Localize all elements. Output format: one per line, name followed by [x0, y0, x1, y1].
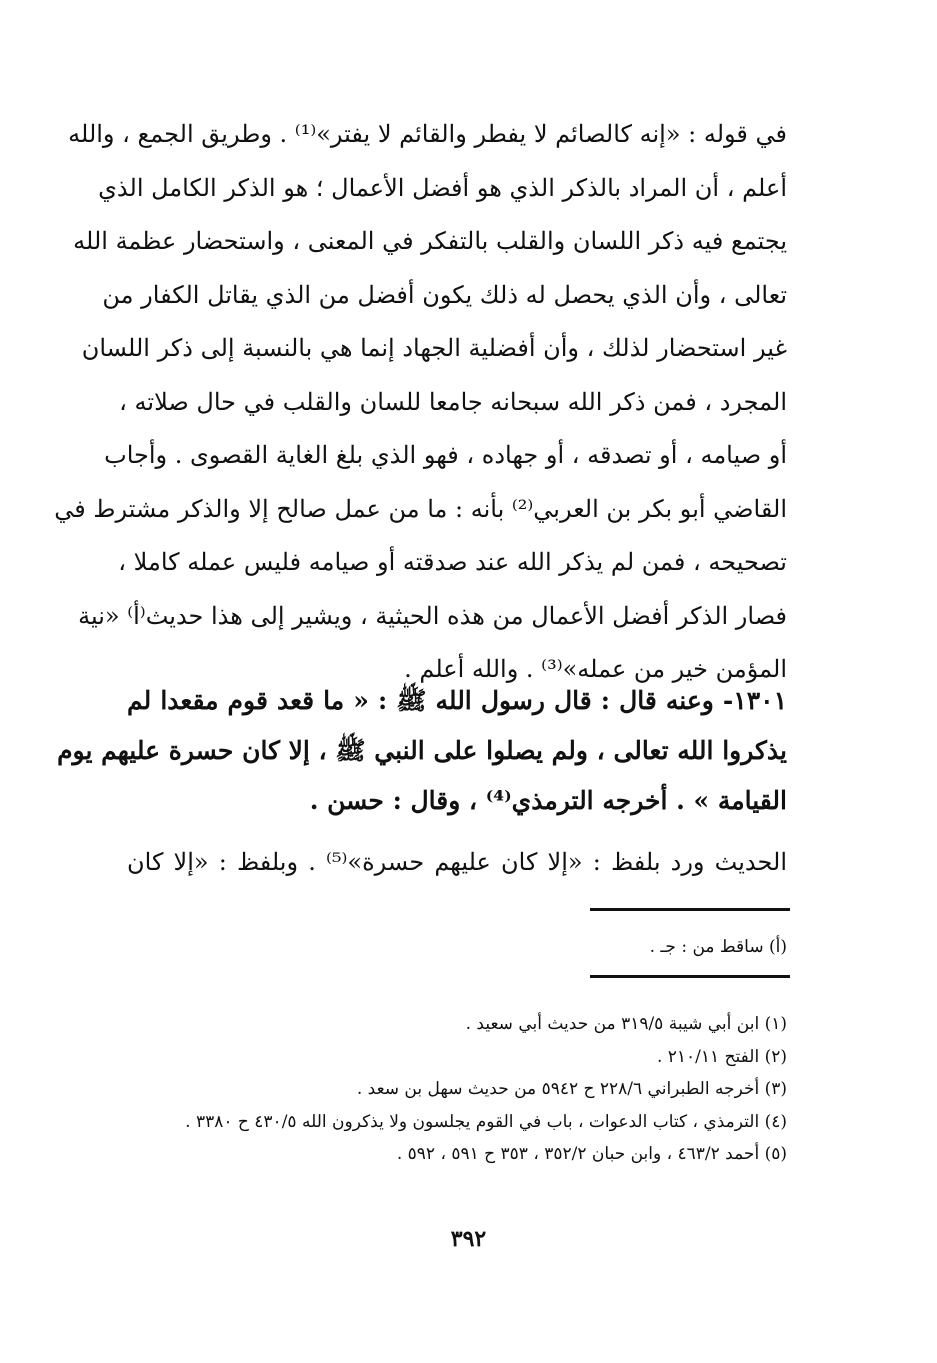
text-line: غير استحضار لذلك ، وأن أفضلية الجهاد إنما هي بالنسبة إلى ذكر اللسان: [81, 334, 787, 362]
hadith-line: القيامة » . أخرجه الترمذي⁽⁴⁾ ، وقال : حسن .: [309, 786, 787, 815]
text-line: أعلم ، أن المراد بالذكر الذي هو أفضل الأعمال ؛ هو الذكر الكامل الذي: [98, 173, 787, 202]
text-line: تصحيحه ، فمن لم يذكر الله عند صدقته أو صيامه فليس عمله كاملا ،: [118, 548, 787, 576]
commentary-line: الحديث ورد بلفظ : «إلا كان عليهم حسرة»⁽⁵⁾ . وبلفظ : «إلا كان: [127, 848, 787, 876]
page-number: ٣٩٢: [450, 1226, 487, 1252]
text-line: يجتمع فيه ذكر اللسان والقلب بالتفكر في المعنى ، واستحضار عظمة الله: [73, 227, 787, 255]
hadith-line: ١٣٠١- وعنه قال : قال رسول الله ﷺ : « ما قعد قوم مقعدا لم: [127, 686, 787, 715]
footnote: (٤) الترمذي ، كتاب الدعوات ، باب في القوم يجلسون ولا يذكرون الله ٤٣٠/٥ ح ٣٣٨٠ .: [185, 1111, 787, 1132]
text-line: فصار الذكر أفضل الأعمال من هذه الحيثية ، ويشير إلى هذا حديث⁽أ⁾ «نية: [78, 601, 787, 630]
footnote: (٥) أحمد ٤٦٣/٢ ، وابن حبان ٣٥٢/٢ ، ٣٥٣ ح ٥٩١ ، ٥٩٢ .: [396, 1144, 787, 1164]
text-line: القاضي أبو بكر بن العربي⁽²⁾ بأنه : ما من عمل صالح إلا والذكر مشترط في: [54, 494, 787, 523]
text-line: في قوله : «إنه كالصائم لا يفطر والقائم لا يفتر»⁽¹⁾ . وطريق الجمع ، والله: [68, 120, 787, 148]
footnote-divider: [590, 975, 790, 978]
footnotes: [107, 1008, 787, 1171]
text-line: تعالى ، وأن الذي يحصل له ذلك يكون أفضل من الذي يقاتل الكفار من: [102, 280, 787, 309]
footnote: (٣) أخرجه الطبراني ٢٢٨/٦ ح ٥٩٤٢ من حديث سهل بن سعد .: [356, 1079, 787, 1099]
footnote: (٢) الفتح ٢١٠/١١ .: [656, 1046, 787, 1067]
text-line: المؤمن خير من عمله»⁽³⁾ . والله أعلم .: [404, 655, 787, 683]
hadith-line: يذكروا الله تعالى ، ولم يصلوا على النبي ﷺ ، إلا كان حسرة عليهم يوم: [57, 736, 787, 765]
commentary-text: [127, 836, 787, 890]
variant-note: (أ) ساقط من : جـ .: [649, 937, 787, 957]
text-line: أو صيامه ، أو تصدقه ، أو جهاده ، فهو الذي بلغ الغاية القصوى . وأجاب: [104, 441, 787, 469]
footnote: (١) ابن أبي شيبة ٣١٩/٥ من حديث أبي سعيد .: [465, 1014, 787, 1034]
hadith-text: [57, 676, 787, 826]
text-line: المجرد ، فمن ذكر الله سبحانه جامعا للسان والقلب في حال صلاته ،: [119, 387, 787, 416]
main-text: [54, 108, 787, 697]
footnote-divider: [590, 908, 790, 911]
